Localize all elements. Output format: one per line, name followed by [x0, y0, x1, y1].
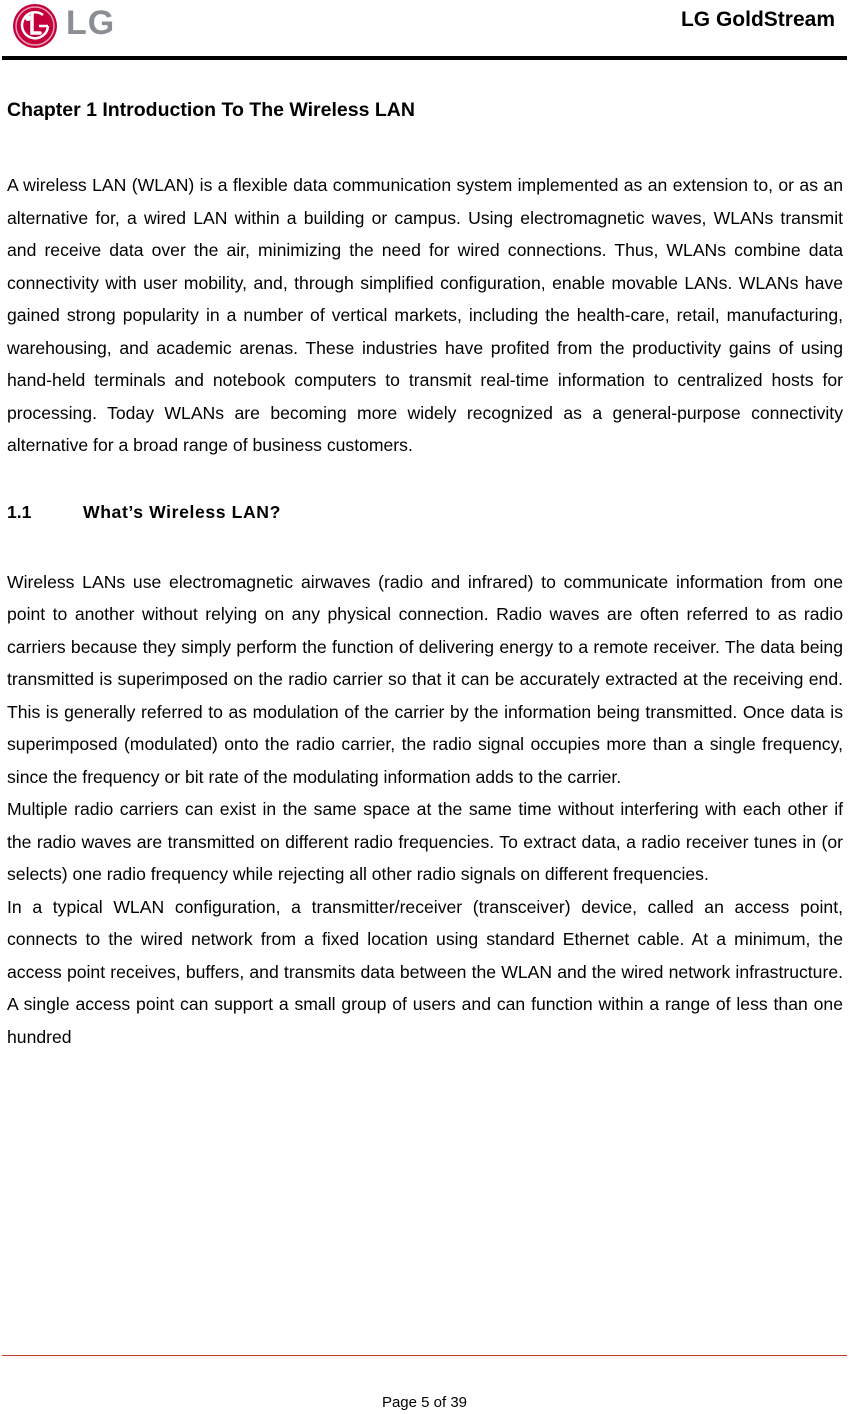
intro-paragraph: A wireless LAN (WLAN) is a flexible data communication system implemented as an extension to, or as an alternative for, a wired LAN within a building or campus. Using electromagnetic waves, WLANs transmit and receive data over the air, minimizing the need for wired connections. Thus, WLANs combine data connectivity with user mobility, and, through simplified configuration, enable movable LANs. WLANs have gained strong popularity in a number of vertical markets, including the health-care, retail, manufacturing, warehousing, and academic arenas. These industries have profited from the productivity gains of using hand-held terminals and notebook computers to transmit real-time information to centralized hosts for processing. Today WLANs are becoming more widely recognized as a general-purpose connectivity alternative for a broad range of business customers.	[7, 175, 843, 455]
section-number: 1.1	[7, 501, 32, 522]
document-body	[7, 96, 843, 1053]
section-title: What’s Wireless LAN?	[83, 501, 281, 522]
footer-divider	[2, 1355, 847, 1356]
section-paragraph: Multiple radio carriers can exist in the same space at the same time without interfering with each other if the radio waves are transmitted on different radio frequencies. To extract data, a radio receiver tunes in (or selects) one radio frequency while rejecting all other radio signals on different frequencies.	[7, 799, 843, 884]
lg-logo-icon	[12, 3, 58, 49]
page-number: Page 5 of 39	[381, 1394, 468, 1411]
header-divider	[2, 56, 847, 60]
section-heading	[7, 502, 843, 536]
chapter-title: Chapter 1 Introduction To The Wireless LAN	[7, 99, 415, 121]
section-paragraph: Wireless LANs use electromagnetic airwaves (radio and infrared) to communicate information from one point to another without relying on any physical connection. Radio waves are often referred to as radio carriers because they simply perform the function of delivering energy to a remote receiver. The data being transmitted is superimposed on the radio carrier so that it can be accurately extracted at the receiving end. This is generally referred to as modulation of the carrier by the information being transmitted. Once data is superimposed (modulated) onto the radio carrier, the radio signal occupies more than a single frequency, since the frequency or bit rate of the modulating information adds to the carrier.	[7, 571, 843, 787]
section-paragraph: In a typical WLAN configuration, a transmitter/receiver (transceiver) device, called an access point, connects to the wired network from a fixed location using standard Ethernet cable. At a minimum, the access point receives, buffers, and transmits data between the WLAN and the wired network infrastructure. A single access point can support a small group of users and can function within a range of less than one hundred	[7, 896, 843, 1047]
page-header	[0, 0, 849, 62]
logo-wordmark: LG	[66, 4, 116, 42]
product-name: LG GoldStream	[680, 8, 835, 31]
